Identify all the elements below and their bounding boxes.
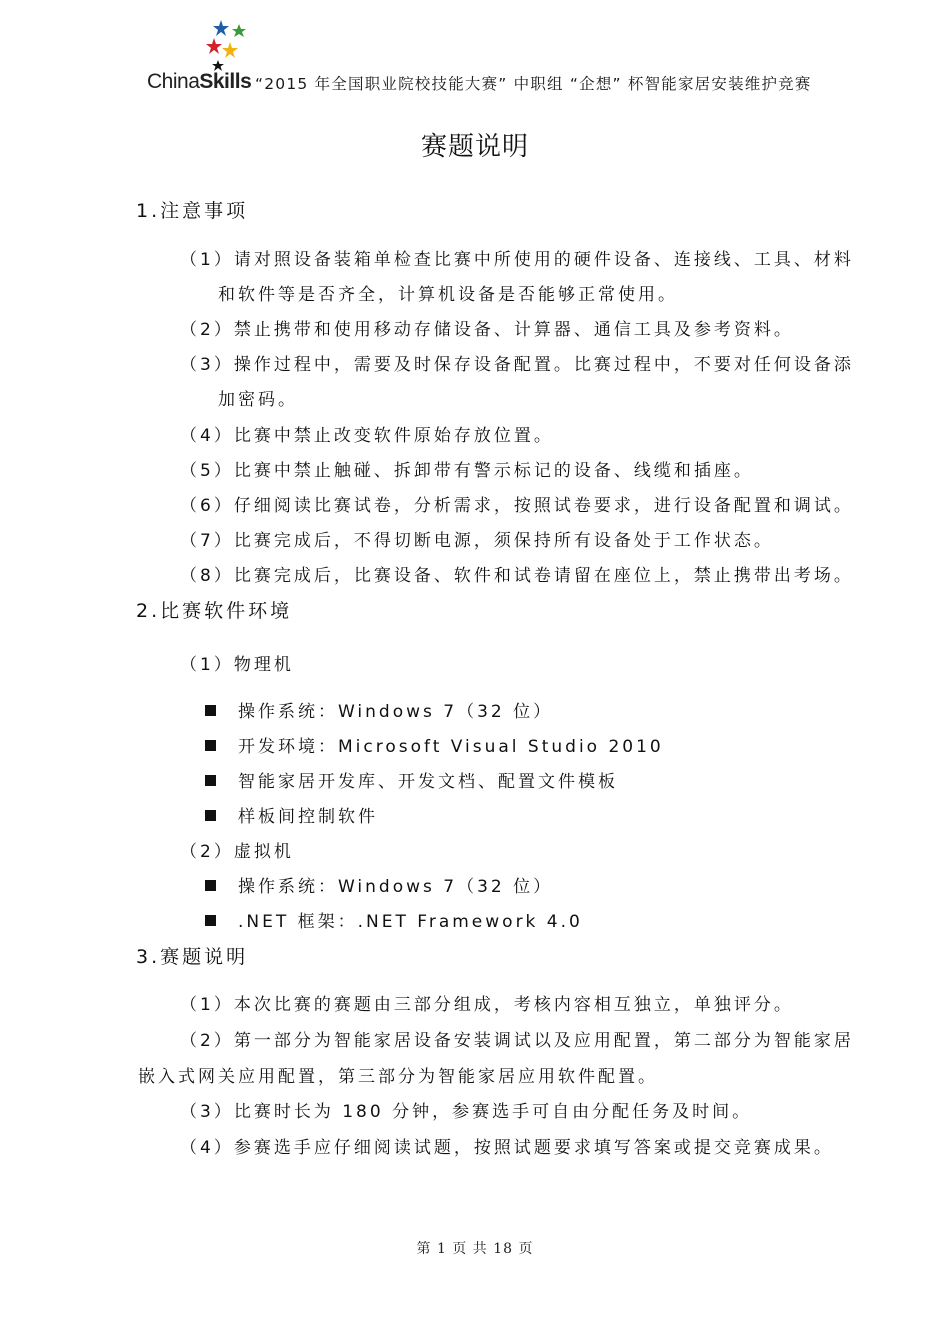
- competition-title: “2015 年全国职业院校技能大赛” 中职组 “企想” 杯智能家居安装维护竞赛: [255, 75, 812, 93]
- description-item: 嵌入式网关应用配置，第三部分为智能家居应用软件配置。: [138, 1067, 658, 1087]
- section-heading-software: 2.比赛软件环境: [136, 600, 293, 622]
- notes-item: 加密码。: [218, 390, 298, 410]
- notes-item: 和软件等是否齐全，计算机设备是否能够正常使用。: [218, 285, 678, 305]
- star-red-icon: [206, 38, 222, 54]
- list-item: .NET 框架：.NET Framework 4.0: [205, 907, 583, 932]
- notes-item: （7）比赛完成后，不得切断电源，须保持所有设备处于工作状态。: [180, 531, 774, 551]
- description-item: （1）本次比赛的赛题由三部分组成，考核内容相互独立，单独评分。: [180, 995, 794, 1015]
- subsection-physical-machine: （1）物理机: [180, 655, 294, 675]
- section-heading-description: 3.赛题说明: [136, 946, 249, 968]
- description-item: （3）比赛时长为 180 分钟，参赛选手可自由分配任务及时间。: [180, 1102, 753, 1122]
- list-item: 操作系统：Windows 7（32 位）: [205, 697, 553, 722]
- square-bullet-icon: [205, 915, 216, 926]
- chinaskills-stars-logo: [203, 18, 251, 72]
- notes-item: （8）比赛完成后，比赛设备、软件和试卷请留在座位上，禁止携带出考场。: [180, 566, 854, 586]
- notes-item: （6）仔细阅读比赛试卷，分析需求，按照试卷要求，进行设备配置和调试。: [180, 496, 854, 516]
- notes-item: （4）比赛中禁止改变软件原始存放位置。: [180, 426, 554, 446]
- page-number: 第 1 页 共 18 页: [416, 1241, 534, 1257]
- notes-item: （3）操作过程中，需要及时保存设备配置。比赛过程中，不要对任何设备添: [180, 355, 854, 375]
- star-green-icon: [232, 24, 246, 37]
- list-item: 样板间控制软件: [205, 802, 378, 827]
- square-bullet-icon: [205, 775, 216, 786]
- section-heading-notes: 1.注意事项: [136, 200, 249, 222]
- page-header: [145, 14, 825, 94]
- star-yellow-icon: [222, 42, 238, 58]
- subsection-virtual-machine: （2）虚拟机: [180, 842, 294, 862]
- list-item: 操作系统：Windows 7（32 位）: [205, 872, 553, 897]
- notes-item: （2）禁止携带和使用移动存储设备、计算器、通信工具及参考资料。: [180, 320, 794, 340]
- square-bullet-icon: [205, 880, 216, 891]
- description-item: （4）参赛选手应仔细阅读试题，按照试题要求填写答案或提交竞赛成果。: [180, 1138, 834, 1158]
- square-bullet-icon: [205, 740, 216, 751]
- star-blue-icon: [213, 20, 229, 36]
- square-bullet-icon: [205, 705, 216, 716]
- notes-item: （1）请对照设备装箱单检查比赛中所使用的硬件设备、连接线、工具、材料: [180, 250, 854, 270]
- list-item: 开发环境：Microsoft Visual Studio 2010: [205, 732, 664, 757]
- list-item: 智能家居开发库、开发文档、配置文件模板: [205, 767, 618, 792]
- document-title: 赛题说明: [420, 132, 529, 162]
- notes-item: （5）比赛中禁止触碰、拆卸带有警示标记的设备、线缆和插座。: [180, 461, 754, 481]
- chinaskills-logo-text: ChinaSkills: [147, 70, 252, 93]
- description-item: （2）第一部分为智能家居设备安装调试以及应用配置，第二部分为智能家居: [180, 1031, 854, 1051]
- square-bullet-icon: [205, 810, 216, 821]
